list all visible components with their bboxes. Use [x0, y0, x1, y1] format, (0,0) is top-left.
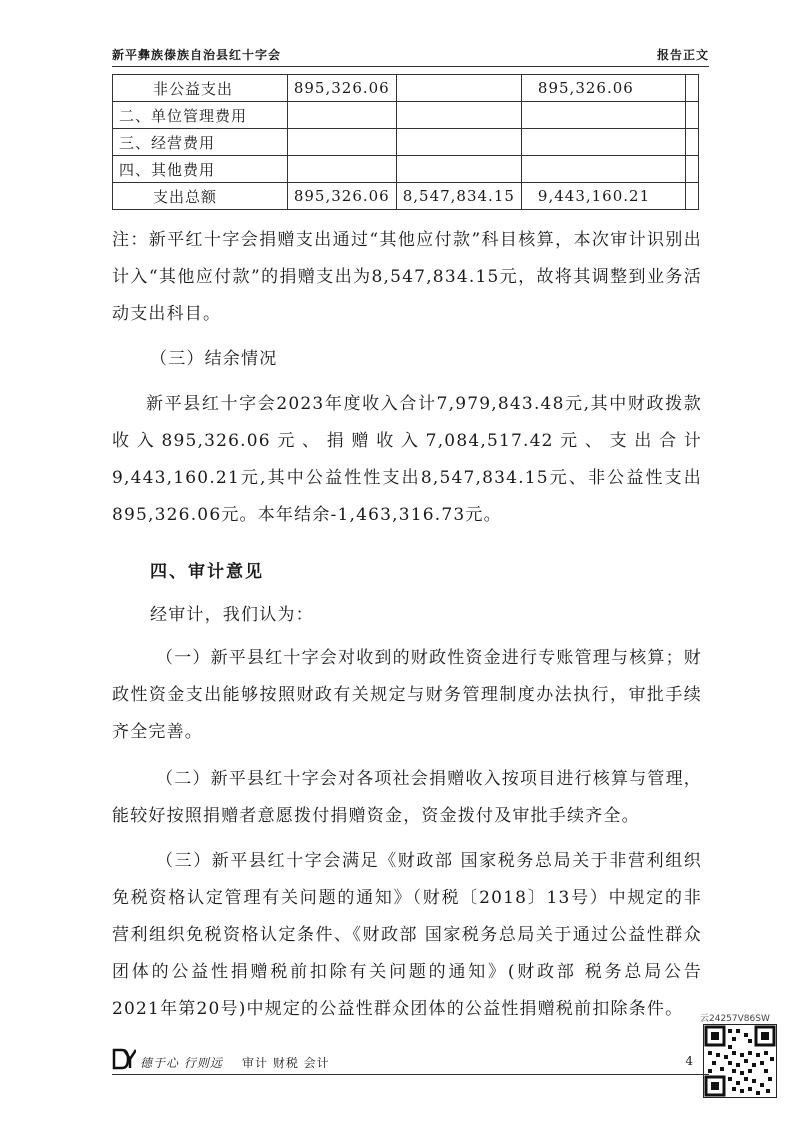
table-cell [396, 129, 521, 156]
table-cell [287, 156, 396, 183]
note-paragraph: 注：新平红十字会捐赠支出通过“其他应付款”科目核算，本次审计识别出计入“其他应付款”的捐赠支出为8,547,834.15元，故将其调整到业务活动支出科目。 [112, 230, 702, 324]
table-cell [287, 102, 396, 129]
table-cell [686, 102, 699, 129]
section-3-paragraph: 新平县红十字会2023年度收入合计7,979,843.48元,其中财政拨款收入895,326.06元、捐赠收入7,084,517.42元、支出合计9,443,160.21元,其中公益性性支出8,547,834.15元、非公益性支出895,326.06元。本年结余-1,463,316.73元。 [112, 394, 702, 525]
table-cell [686, 183, 699, 210]
table-row [113, 156, 699, 183]
table-cell [686, 75, 699, 102]
footer-services: 审计 财税 会计 [242, 1056, 330, 1070]
table-row [113, 102, 699, 129]
header-org: 新平彝族傣族自治县红十字会 [112, 48, 282, 62]
table-cell [396, 156, 521, 183]
expense-table [112, 74, 699, 210]
table-cell: 895,326.06 [287, 75, 396, 102]
table-cell: 二、单位管理费用 [113, 102, 288, 129]
section-3-title: （三）结余情况 [150, 349, 278, 369]
table-row [113, 129, 699, 156]
table-row [113, 183, 699, 210]
qr-code-icon [703, 1024, 777, 1098]
page-header [112, 44, 709, 67]
table-cell: 三、经营费用 [113, 129, 288, 156]
table-cell [287, 129, 396, 156]
table-cell: 非公益支出 [113, 75, 288, 102]
firm-logo-icon [112, 1048, 136, 1070]
table-cell [686, 156, 699, 183]
opinion-paragraph-1: （一）新平县红十字会对收到的财政性资金进行专账管理与核算；财政性资金支出能够按照财政有关规定与财务管理制度办法执行，审批手续齐全完善。 [112, 648, 702, 742]
opinion-paragraph-2: （二）新平县红十字会对各项社会捐赠收入按项目进行核算与管理，能较好按照捐赠者意愿拨付捐赠资金，资金拨付及审批手续齐全。 [112, 769, 702, 826]
footer-slogan: 德于心 行则远 [140, 1056, 223, 1070]
header-section: 报告正文 [656, 48, 709, 62]
table-cell: 9,443,160.21 [521, 183, 685, 210]
opinion-paragraph-3: （三）新平县红十字会满足《财政部 国家税务总局关于非营利组织免税资格认定管理有关问题的通知》（财税〔2018〕13号）中规定的非营利组织免税资格认定条件、《财政部 国家税务总局关于通过公益性群众团体的公益性捐赠税前扣除有关问题的通知》(财政部 税务总局公告2021年第20号)中规定的公益性群众团体的公益性捐赠税前扣除条件。 [112, 851, 702, 1019]
table-cell [521, 129, 685, 156]
table-cell [686, 129, 699, 156]
table-cell [396, 102, 521, 129]
section-4-heading: 四、审计意见 [150, 562, 264, 582]
table-cell: 四、其他费用 [113, 156, 288, 183]
page-number: 4 [685, 1054, 693, 1068]
table-cell [521, 156, 685, 183]
page-footer [112, 1048, 709, 1075]
table-cell: 895,326.06 [521, 75, 685, 102]
table-cell: 8,547,834.15 [396, 183, 521, 210]
table-cell [396, 75, 521, 102]
table-cell: 支出总额 [113, 183, 288, 210]
table-row [113, 75, 699, 102]
table-cell [521, 102, 685, 129]
section-4-intro: 经审计，我们认为： [150, 605, 314, 625]
table-cell: 895,326.06 [287, 183, 396, 210]
qr-code-label: 云24257V86SW [700, 1014, 770, 1024]
